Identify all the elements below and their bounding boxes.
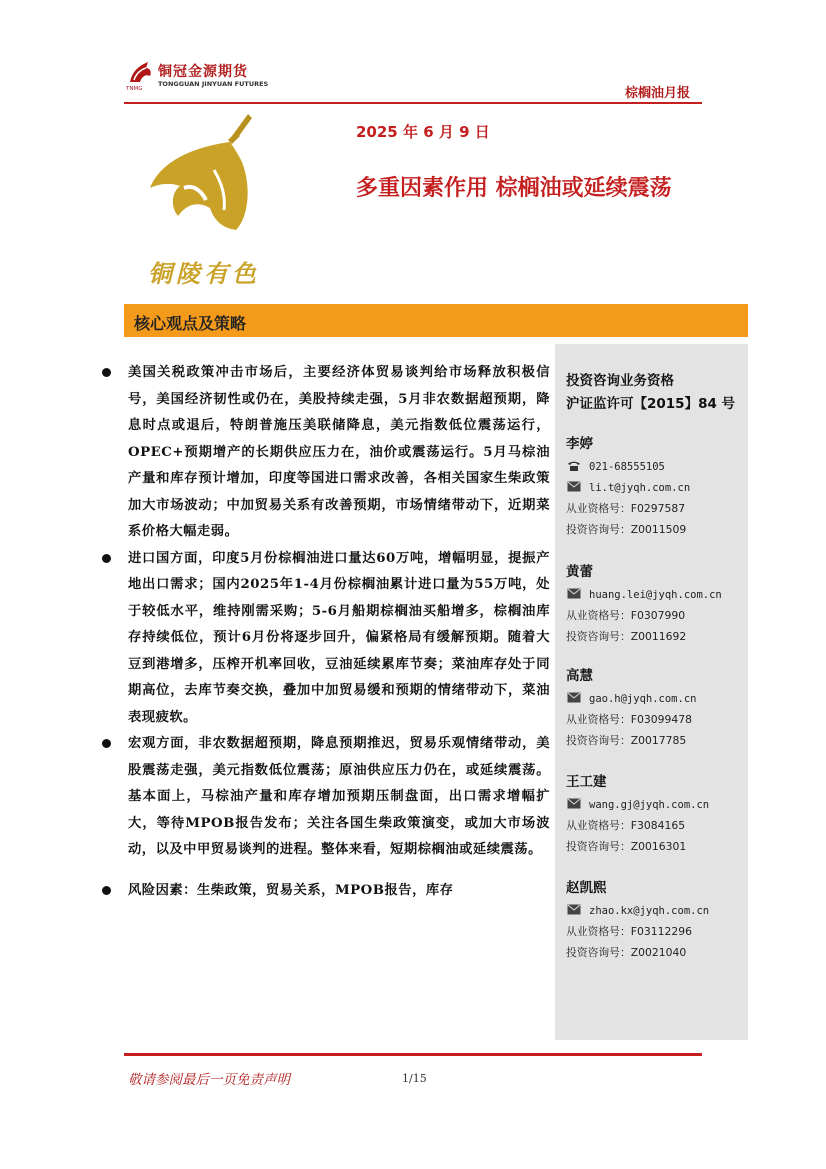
- envelope-icon: [567, 904, 581, 915]
- analyst-card: [566, 432, 746, 540]
- analyst-card: [566, 876, 746, 963]
- risk-factors: [102, 878, 550, 905]
- horse-logo-icon: [124, 56, 156, 88]
- risk-text: 风险因素：生柴政策，贸易关系，MPOB报告，库存: [128, 882, 454, 898]
- section-title: 核心观点及策略: [134, 314, 247, 333]
- bullet-dot-icon: [102, 886, 111, 895]
- page-number: 1/15: [402, 1072, 427, 1085]
- section-header-bar: [124, 304, 748, 337]
- bullet-dot-icon: [102, 368, 111, 377]
- license-line: 沪证监许可【2015】84 号: [566, 396, 736, 412]
- logo-abbrev: TNMG: [126, 86, 143, 92]
- envelope-icon: [567, 481, 581, 492]
- analyst-cert: 从业资格号：F0297587: [566, 502, 686, 515]
- key-points: [102, 360, 550, 904]
- report-title: 多重因素作用 棕榈油或延续震荡: [356, 176, 672, 201]
- analyst-cert: 从业资格号：F03112296: [566, 925, 692, 938]
- analyst-name: 李婷: [566, 436, 593, 452]
- analyst-consult: 投资咨询号：Z0011692: [566, 630, 687, 643]
- bullet-dot-icon: [102, 554, 111, 563]
- analyst-name: 王工建: [566, 774, 607, 790]
- analyst-email[interactable]: gao.h@jyqh.com.cn: [566, 688, 746, 709]
- analyst-card: [566, 664, 746, 751]
- analyst-card: [566, 770, 746, 857]
- header-divider: [124, 102, 702, 104]
- analyst-email[interactable]: huang.lei@jyqh.com.cn: [566, 584, 746, 605]
- analyst-sidebar: [555, 344, 748, 1040]
- analyst-email[interactable]: li.t@jyqh.com.cn: [566, 477, 746, 498]
- license-info: [566, 370, 735, 416]
- analyst-email[interactable]: zhao.kx@jyqh.com.cn: [566, 900, 746, 921]
- bullet-point: [102, 546, 550, 732]
- bullet-text: 美国关税政策冲击市场后，主要经济体贸易谈判给市场释放积极信号，美国经济韧性或仍在，美股持续走强，5月非农数据超预期，降息时点或退后，特朗普施压美联储降息，美元指数低位震荡运行，OPEC+预期增产的长期供应压力在，油价或震荡运行。5月马棕油产量和库存预计增加，印度等国进口需求改善，各相关国家生柴政策加大市场波动；中加贸易关系有改善预期，市场情绪带动下，近期菜系价格大幅走弱。: [128, 365, 550, 539]
- company-name-cn: 铜冠金源期货: [158, 64, 248, 80]
- analyst-cert: 从业资格号：F0307990: [566, 609, 686, 622]
- bullet-text: 进口国方面，印度5月份棕榈油进口量达60万吨，增幅明显，提振产地出口需求；国内2025年1-4月份棕榈油累计进口量为55万吨，处于较低水平，维持刚需采购；5-6月船期棕榈油买船增多，棕榈油库存持续低位，预计6月份将逐步回升，偏紧格局有缓解预期。随着大豆到港增多，压榨开机率回收，豆油延续累库节奏；菜油库存处于同期高位，去库节奏交换，叠加中加贸易缓和预期的情绪带动下，菜油表现疲软。: [128, 550, 550, 725]
- analyst-consult: 投资咨询号：Z0017785: [566, 734, 687, 747]
- report-type: 棕榈油月报: [624, 86, 690, 101]
- company-logo: [124, 56, 269, 96]
- disclaimer-link[interactable]: 敬请参阅最后一页免责声明: [128, 1072, 290, 1088]
- analyst-name: 高慧: [566, 668, 593, 684]
- company-name-en: TONGGUAN JINYUAN FUTURES: [158, 80, 269, 88]
- license-line: 投资咨询业务资格: [566, 373, 674, 389]
- envelope-icon: [567, 798, 581, 809]
- analyst-cert: 从业资格号：F03099478: [566, 713, 692, 726]
- bullet-point: [102, 731, 550, 864]
- report-date: 2025 年 6 月 9 日: [356, 123, 490, 141]
- footer-divider: [124, 1053, 702, 1056]
- analyst-consult: 投资咨询号：Z0011509: [566, 523, 687, 536]
- bullet-dot-icon: [102, 739, 111, 748]
- analyst-phone: 021-68555105: [566, 456, 746, 477]
- bullet-text: 宏观方面，非农数据超预期，降息预期推迟，贸易乐观情绪带动，美股震荡走强，美元指数低位震荡；原油供应压力仍在，或延续震荡。基本面上，马棕油产量和库存增加预期压制盘面，出口需求增幅扩大，等待MPOB报告发布；关注各国生柴政策演变，或加大市场波动，以及中甲贸易谈判的进程。整体来看，短期棕榈油或延续震荡。: [128, 736, 550, 857]
- analyst-cert: 从业资格号：F3084165: [566, 819, 686, 832]
- analyst-card: [566, 560, 746, 647]
- envelope-icon: [567, 692, 581, 703]
- envelope-icon: [567, 588, 581, 599]
- emblem-calligraphy: 铜陵有色: [148, 259, 260, 288]
- analyst-email[interactable]: wang.gj@jyqh.com.cn: [566, 794, 746, 815]
- phone-icon: [567, 460, 581, 472]
- analyst-name: 赵凯熙: [566, 880, 607, 896]
- analyst-consult: 投资咨询号：Z0016301: [566, 840, 687, 853]
- bullet-point: [102, 360, 550, 546]
- analyst-name: 黄蕾: [566, 564, 593, 580]
- analyst-consult: 投资咨询号：Z0021040: [566, 946, 687, 959]
- emblem-image: [140, 110, 280, 290]
